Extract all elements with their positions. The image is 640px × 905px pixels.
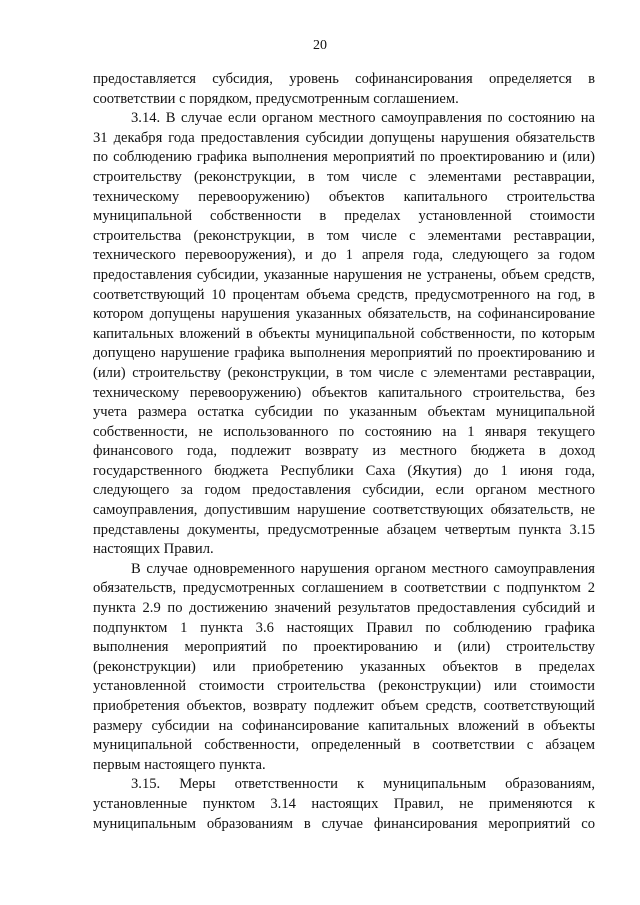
paragraph-3-15: 3.15. Меры ответственности к муниципальным образованиям, установленные пунктом 3.14 настоящих Правил, не применяются к муниципальным образованиям в случае финансирования мероприятий со [93, 776, 595, 832]
paragraph-3-14: 3.14. В случае если органом местного самоуправления по состоянию на 31 декабря года предоставления субсидии допущены нарушения обязательств по соблюдению графика выполнения мероприятий по проектированию и (или) строительству (реконструкции, в том числе с элементами реставрации, техническому перевооружению) объектов капитального строительства муниципальной собственности в пределах установленной стоимости строительства (реконструкции, в том числе с элементами реставрации, технического перевооружения), и до 1 апреля года, следующего за годом предоставления субсидии, указанные нарушения не устранены, объем средств, соответствующий 10 процентам объема средств, предусмотренного на год, в котором допущены нарушения указанных обязательств, на софинансирование капитальных вложений в объекты муниципальной собственности, по которым допущено нарушение графика выполнения мероприятий по проектированию и (или) строительству (реконструкции, в том числе с элементами реставрации, техническому перевооружению) объектов капитального строительства, без учета размера остатка субсидии по указанным объектам муниципальной собственности, не использованного по состоянию на 1 января текущего финансового года, подлежит возврату из местного бюджета в доход государственного бюджета Республики Саха (Якутия) до 1 июня года, следующего за годом предоставления субсидии, если органом местного самоуправления, допустившим нарушение соответствующих обязательств, не представлены документы, предусмотренные абзацем четвертым пункта 3.15 настоящих Правил. [93, 110, 595, 558]
paragraph-simultaneous-violation: В случае одновременного нарушения органом местного самоуправления обязательств, предусмотренных соглашением в соответствии с подпунктом 2 пункта 2.9 по достижению значений результатов предоставления субсидий и подпунктом 1 пункта 3.6 настоящих Правил по соблюдению графика выполнения мероприятий по проектированию и (или) строительству (реконструкции) или приобретению указанных объектов в пределах установленной стоимости строительства (реконструкции) или стоимости приобретения объектов, возврату подлежит объем средств, соответствующий размеру субсидии на софинансирование капитальных вложений в объекты муниципальной собственности, определенный в соответствии с абзацем первым настоящего пункта. [93, 560, 595, 773]
document-body [93, 70, 595, 834]
page-number: 20 [313, 38, 327, 53]
paragraph-continuation: предоставляется субсидия, уровень софинансирования определяется в соответствии с порядком, предусмотренным соглашением. [93, 71, 595, 107]
